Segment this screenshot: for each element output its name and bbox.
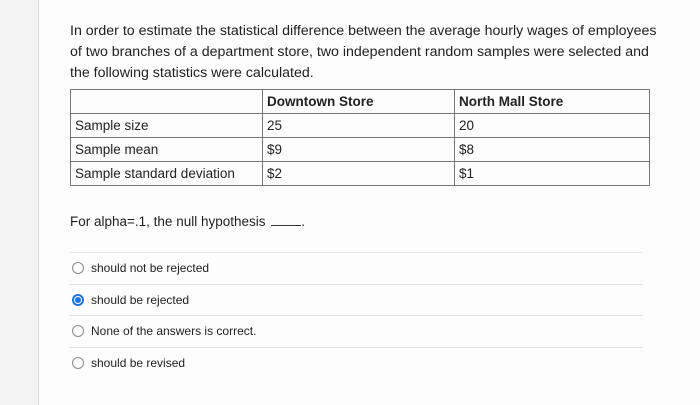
option-should-be-revised[interactable] xyxy=(70,347,642,379)
table-header-cell: Downtown Store xyxy=(263,90,455,114)
table-row-label: Sample mean xyxy=(71,138,263,162)
question-text: In order to estimate the statistical difference between the average hourly wages of employees of two branches of a department store, two independent random samples were selected and the following statistics were calculated. xyxy=(70,23,657,81)
radio-button[interactable] xyxy=(72,325,84,337)
table-row-label: Sample standard deviation xyxy=(71,162,263,186)
option-label: None of the answers is correct. xyxy=(91,324,257,339)
table-header-row xyxy=(71,90,650,114)
option-none-correct[interactable] xyxy=(70,315,642,347)
table-cell: $9 xyxy=(263,138,455,162)
hypothesis-prompt xyxy=(70,214,305,229)
table-row xyxy=(71,114,650,138)
option-should-be-rejected[interactable] xyxy=(70,284,642,316)
option-should-not-be-rejected[interactable] xyxy=(70,252,642,284)
radio-button-selected[interactable] xyxy=(72,294,84,306)
table-row xyxy=(71,138,650,162)
table-cell: $8 xyxy=(455,138,650,162)
table-row xyxy=(71,162,650,186)
answer-options xyxy=(70,252,642,378)
table-cell: $1 xyxy=(455,162,650,186)
table-cell: $2 xyxy=(263,162,455,186)
table-row-label: Sample size xyxy=(71,114,263,138)
prompt-end: . xyxy=(301,214,306,229)
option-label: should not be rejected xyxy=(91,261,210,276)
radio-button[interactable] xyxy=(72,357,84,369)
table-header-cell xyxy=(71,90,263,114)
option-label: should be rejected xyxy=(91,292,190,307)
statistics-table xyxy=(70,89,650,186)
table-cell: 25 xyxy=(263,114,455,138)
table-cell: 20 xyxy=(455,114,650,138)
prompt-text: For alpha=.1, the null hypothesis xyxy=(70,214,266,229)
radio-button[interactable] xyxy=(72,262,84,274)
answer-blank xyxy=(271,214,301,226)
left-margin xyxy=(0,0,38,405)
table-header-cell: North Mall Store xyxy=(455,90,650,114)
option-label: should be revised xyxy=(91,355,186,370)
